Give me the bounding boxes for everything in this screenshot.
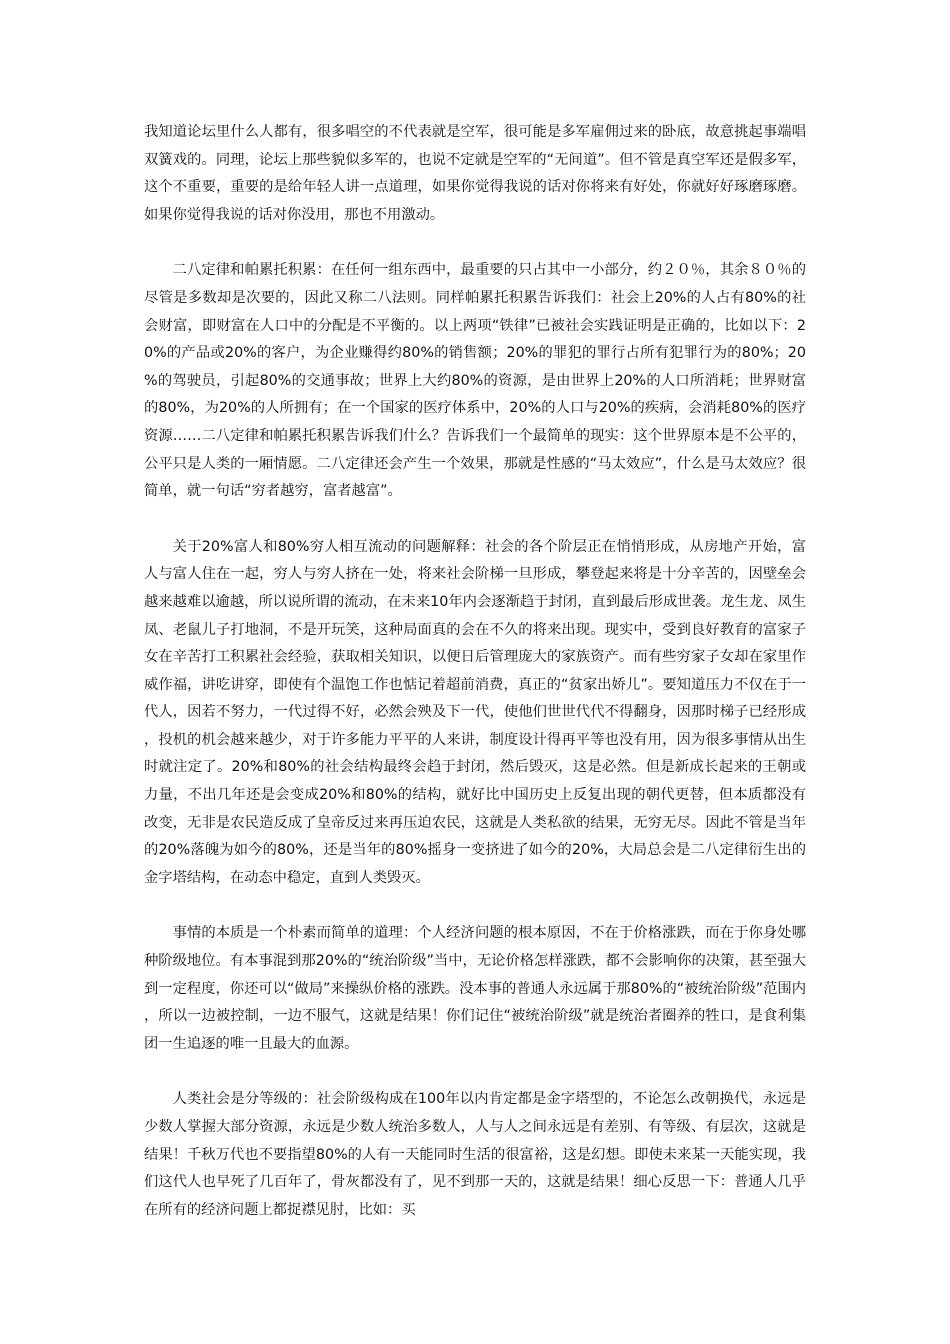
document-body	[144, 119, 806, 1252]
paragraph-5: 人类社会是分等级的：社会阶级构成在100年以内肯定都是金字塔型的，不论怎么改朝换代，永远是少数人掌握大部分资源，永远是少数人统治多数人，人与人之间永远是有差别、有等级、有层次，这就是结果！千秋万代也不要指望80%的人有一天能同时生活的很富裕，这是幻想。即使未来某一天能实现，我们这代人也早死了几百年了，骨灰都没有了，见不到那一天的，这就是结果！细心反思一下：普通人几乎在所有的经济问题上都捉襟见肘，比如：买	[144, 1091, 806, 1218]
paragraph-2: 二八定律和帕累托积累：在任何一组东西中，最重要的只占其中一小部分，约２０％，其余８０％的尽管是多数却是次要的，因此又称二八法则。同样帕累托积累告诉我们：社会上20%的人占有80%的社会财富，即财富在人口中的分配是不平衡的。以上两项“铁律”已被社会实践证明是正确的，比如以下：20%的产品或20%的客户，为企业赚得约80%的销售额；20%的罪犯的罪行占所有犯罪行为的80%；20%的驾驶员，引起80%的交通事故；世界上大约80%的资源，是由世界上20%的人口所消耗；世界财富的80%，为20%的人所拥有；在一个国家的医疗体系中，20%的人口与20%的疾病，会消耗80%的医疗资源……二八定律和帕累托积累告诉我们什么？告诉我们一个最简单的现实：这个世界原本是不公平的，公平只是人类的一厢情愿。二八定律还会产生一个效果，那就是性感的“马太效应”，什么是马太效应？很简单，就一句话“穷者越穷，富者越富”。	[144, 262, 806, 500]
paragraph-4: 事情的本质是一个朴素而简单的道理：个人经济问题的根本原因，不在于价格涨跌，而在于你身处哪种阶级地位。有本事混到那20%的“统治阶级”当中，无论价格怎样涨跌，都不会影响你的决策，甚至强大到一定程度，你还可以“做局”来操纵价格的涨跌。没本事的普通人永远属于那80%的“被统治阶级”范围内，所以一边被控制，一边不服气，这就是结果！你们记住“被统治阶级”就是统治者圈养的牲口，是食利集团一生追逐的唯一且最大的血源。	[144, 925, 806, 1052]
paragraph-3: 关于20%富人和80%穷人相互流动的问题解释：社会的各个阶层正在悄悄形成，从房地产开始，富人与富人住在一起，穷人与穷人挤在一处，将来社会阶梯一旦形成，攀登起来将是十分辛苦的，因壁垒会越来越难以逾越，所以说所谓的流动，在未来10年内会逐渐趋于封闭，直到最后形成世袭。龙生龙、凤生凤、老鼠儿子打地洞，不是开玩笑，这种局面真的会在不久的将来出现。现实中，受到良好教育的富家子女在辛苦打工积累社会经验，获取相关知识，以便日后管理庞大的家族资产。而有些穷家子女却在家里作威作福，讲吃讲穿，即使有个温饱工作也惦记着超前消费，真正的“贫家出娇儿”。要知道压力不仅在于一代人，因若不努力，一代过得不好，必然会殃及下一代，使他们世世代代不得翻身，因那时梯子已经形成，投机的机会越来越少，对于许多能力平平的人来讲，制度设计得再平等也没有用，因为很多事情从出生时就注定了。20%和80%的社会结构最终会趋于封闭，然后毁灭，这是必然。但是新成长起来的王朝或力量，不出几年还是会变成20%和80%的结构，就好比中国历史上反复出现的朝代更替，但本质都没有改变，无非是农民造反成了皇帝反过来再压迫农民，这就是人类私欲的结果，无穷无尽。因此不管是当年的20%落魄为如今的80%，还是当年的80%摇身一变挤进了如今的20%，大局总会是二八定律衍生出的金字塔结构，在动态中稳定，直到人类毁灭。	[144, 538, 806, 886]
paragraph-1: 我知道论坛里什么人都有，很多唱空的不代表就是空军，很可能是多军雇佣过来的卧底，故意挑起事端唱双簧戏的。同理，论坛上那些貌似多军的，也说不定就是空军的“无间道”。但不管是真空军还是假多军，这个不重要，重要的是给年轻人讲一点道理，如果你觉得我说的话对你将来有好处，你就好好琢磨琢磨。如果你觉得我说的话对你没用，那也不用激动。	[144, 124, 806, 223]
